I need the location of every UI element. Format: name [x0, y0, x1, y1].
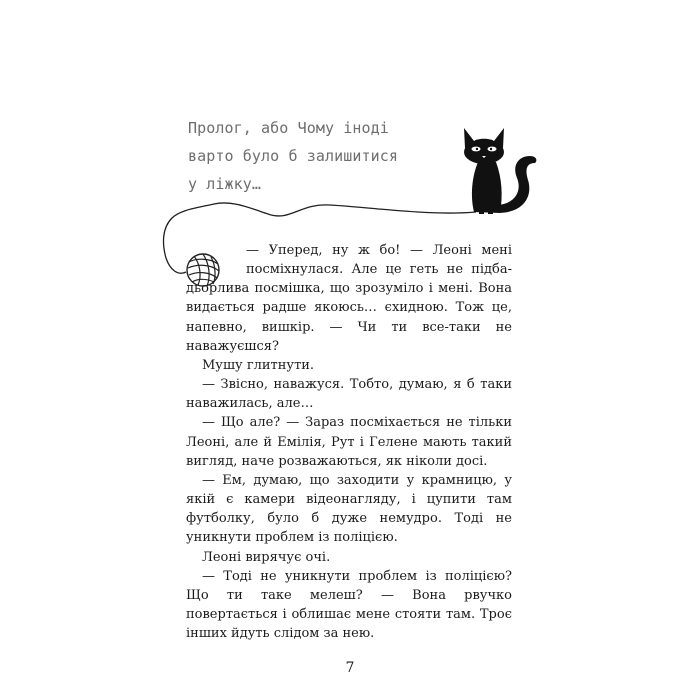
- black-cat-icon: [464, 128, 536, 214]
- paragraph: — Що але? — Зараз посміхається не тільки Леоні, але й Емілія, Рут і Гелене мають такий вигляд, наче розважаються, як ніколи досі.: [186, 415, 512, 469]
- paragraph: — Тоді не уникнути проблем із поліцією? Що ти таке мелеш? — Вона рвучко повертається і облишає мене стояти там. Троє інших йдуть слідом за нею.: [186, 568, 512, 642]
- paragraph: Леоні вирячує очі.: [202, 549, 331, 565]
- chapter-title-line: Пролог, або Чому іноді: [188, 119, 389, 137]
- yarn-ball-wrap-space: [186, 241, 244, 279]
- paragraph: — Уперед, ну ж бо! — Леоні мені посміхнулася. Але це геть не підба-дьорлива посмішка, що зрозуміло і мені. Вона видається радше якоюсь… єхидною. Тож це, напевно, вишкір. — Чи ти все-таки не наважуєшся?: [186, 243, 512, 354]
- paragraph: Мушу глитнути.: [202, 357, 315, 373]
- chapter-title-line: варто було б залишитися: [188, 147, 399, 165]
- paragraph: — Ем, думаю, що заходити у крамницю, у якій є камери відеонагляду, і цупити там футболку, було б дуже немудро. Тоді не уникнути проблем із поліцією.: [186, 472, 512, 546]
- chapter-title-line: у ліжку…: [188, 175, 262, 193]
- paragraph: — Звісно, наважуся. Тобто, думаю, я б таки наважилась, але…: [186, 377, 512, 412]
- chapter-title: [188, 114, 428, 198]
- chapter-body: [186, 241, 512, 643]
- page-number: 7: [345, 660, 355, 676]
